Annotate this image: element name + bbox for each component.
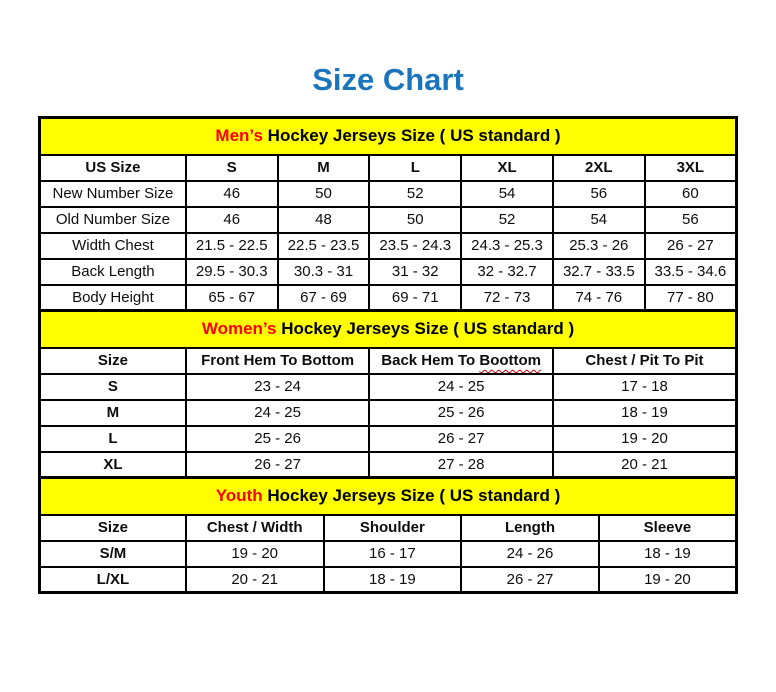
row-label: M (40, 400, 186, 426)
row-label: L (40, 426, 186, 452)
column-header-row (40, 515, 737, 541)
value-cell: 25 - 26 (369, 400, 553, 426)
table-row (40, 259, 737, 285)
column-header: Size (40, 515, 186, 541)
value-cell: 24 - 26 (461, 541, 599, 567)
section-title (40, 478, 737, 515)
section-title-row (40, 311, 737, 348)
table-row (40, 400, 737, 426)
value-cell: 32 - 32.7 (461, 259, 553, 285)
table-row (40, 285, 737, 311)
column-header: Chest / Pit To Pit (553, 348, 737, 374)
value-cell: 26 - 27 (369, 426, 553, 452)
row-label: Body Height (40, 285, 186, 311)
value-cell: 54 (461, 181, 553, 207)
section-title-highlight: Youth (215, 486, 263, 506)
column-header: Length (461, 515, 599, 541)
value-cell: 46 (186, 181, 278, 207)
column-header: Shoulder (324, 515, 462, 541)
section-title-highlight: Men’s (215, 126, 263, 146)
value-cell: 65 - 67 (186, 285, 278, 311)
section-title-row (40, 118, 737, 155)
table-row (40, 541, 737, 567)
row-label: XL (40, 452, 186, 478)
value-cell: 31 - 32 (369, 259, 461, 285)
value-cell: 18 - 19 (324, 567, 462, 593)
table-row (40, 426, 737, 452)
value-cell: 32.7 - 33.5 (553, 259, 645, 285)
value-cell: 19 - 20 (553, 426, 737, 452)
misspelled-word: Boottom (479, 352, 542, 369)
value-cell: 24.3 - 25.3 (461, 233, 553, 259)
value-cell: 22.5 - 23.5 (278, 233, 370, 259)
value-cell: 56 (645, 207, 737, 233)
row-label: L/XL (40, 567, 186, 593)
value-cell: 67 - 69 (278, 285, 370, 311)
column-header (369, 348, 553, 374)
section-title-rest: Hockey Jerseys Size ( US standard ) (276, 319, 575, 339)
value-cell: 50 (369, 207, 461, 233)
value-cell: 56 (553, 181, 645, 207)
table-row (40, 207, 737, 233)
row-label: Back Length (40, 259, 186, 285)
page-title: Size Chart (312, 62, 464, 97)
value-cell: 17 - 18 (553, 374, 737, 400)
value-cell: 72 - 73 (461, 285, 553, 311)
mens-size-table (38, 116, 738, 312)
column-header-row (40, 155, 737, 181)
value-cell: 52 (369, 181, 461, 207)
row-label: Old Number Size (40, 207, 186, 233)
value-cell: 16 - 17 (324, 541, 462, 567)
table-row (40, 452, 737, 478)
value-cell: 48 (278, 207, 370, 233)
column-header: 2XL (553, 155, 645, 181)
row-label: Width Chest (40, 233, 186, 259)
value-cell: 18 - 19 (599, 541, 737, 567)
row-label: S (40, 374, 186, 400)
column-header: XL (461, 155, 553, 181)
value-cell: 69 - 71 (369, 285, 461, 311)
value-cell: 50 (278, 181, 370, 207)
value-cell: 26 - 27 (645, 233, 737, 259)
column-header-row (40, 348, 737, 374)
value-cell: 25 - 26 (186, 426, 370, 452)
table-row (40, 181, 737, 207)
value-cell: 26 - 27 (461, 567, 599, 593)
column-header: L (369, 155, 461, 181)
value-cell: 20 - 21 (553, 452, 737, 478)
section-title (40, 118, 737, 155)
column-header: Sleeve (599, 515, 737, 541)
value-cell: 20 - 21 (186, 567, 324, 593)
column-header-text: Back Hem To (381, 352, 480, 369)
value-cell: 27 - 28 (369, 452, 553, 478)
youth-size-table (38, 476, 738, 594)
value-cell: 29.5 - 30.3 (186, 259, 278, 285)
value-cell: 30.3 - 31 (278, 259, 370, 285)
value-cell: 77 - 80 (645, 285, 737, 311)
value-cell: 21.5 - 22.5 (186, 233, 278, 259)
value-cell: 24 - 25 (186, 400, 370, 426)
value-cell: 46 (186, 207, 278, 233)
column-header: M (278, 155, 370, 181)
column-header: 3XL (645, 155, 737, 181)
section-title-rest: Hockey Jerseys Size ( US standard ) (262, 486, 561, 506)
column-header: Size (40, 348, 186, 374)
column-header: Chest / Width (186, 515, 324, 541)
value-cell: 19 - 20 (599, 567, 737, 593)
value-cell: 26 - 27 (186, 452, 370, 478)
value-cell: 18 - 19 (553, 400, 737, 426)
value-cell: 23 - 24 (186, 374, 370, 400)
value-cell: 24 - 25 (369, 374, 553, 400)
section-title-highlight: Women’s (201, 319, 277, 339)
column-header: Front Hem To Bottom (186, 348, 370, 374)
row-label: S/M (40, 541, 186, 567)
value-cell: 33.5 - 34.6 (645, 259, 737, 285)
size-tables (38, 116, 738, 594)
value-cell: 60 (645, 181, 737, 207)
value-cell: 23.5 - 24.3 (369, 233, 461, 259)
section-title (40, 311, 737, 348)
value-cell: 19 - 20 (186, 541, 324, 567)
table-row (40, 374, 737, 400)
value-cell: 52 (461, 207, 553, 233)
table-row (40, 567, 737, 593)
column-header: S (186, 155, 278, 181)
value-cell: 25.3 - 26 (553, 233, 645, 259)
value-cell: 74 - 76 (553, 285, 645, 311)
section-title-row (40, 478, 737, 515)
womens-size-table (38, 309, 738, 479)
row-label: New Number Size (40, 181, 186, 207)
section-title-rest: Hockey Jerseys Size ( US standard ) (262, 126, 561, 146)
value-cell: 54 (553, 207, 645, 233)
table-row (40, 233, 737, 259)
column-header: US Size (40, 155, 186, 181)
